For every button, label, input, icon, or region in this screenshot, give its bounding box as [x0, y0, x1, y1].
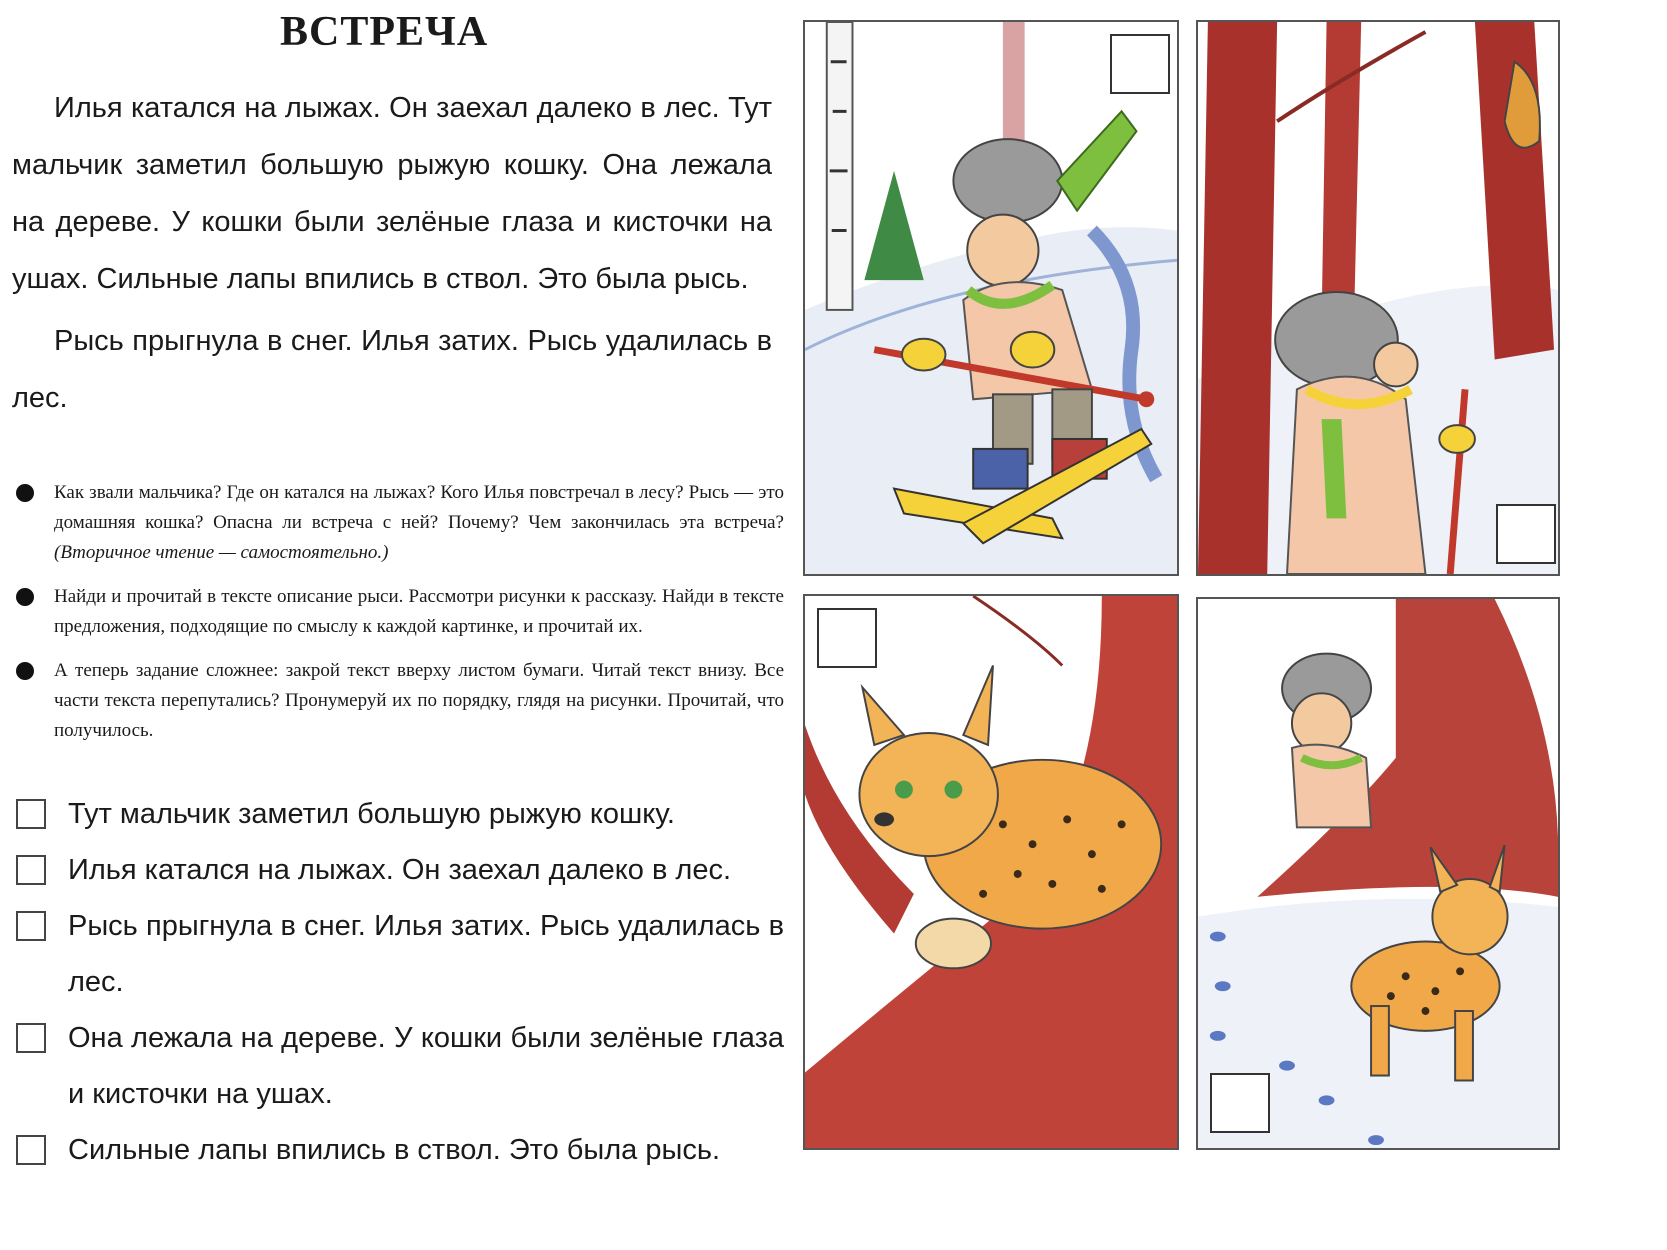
number-checkbox[interactable] — [16, 1023, 46, 1053]
question-item-2 — [14, 582, 784, 642]
question-note: (Вторичное чтение — самостоятельно.) — [54, 542, 389, 563]
boy-skiing-icon — [805, 22, 1177, 574]
task-text: Сильные лапы впились в ствол. Это была рысь. — [68, 1134, 721, 1166]
task-item-3 — [14, 898, 784, 1010]
story-paragraph-2: Рысь прыгнула в снег. Илья затих. Рысь удалилась в лес. — [12, 325, 772, 414]
question-item-3 — [14, 656, 784, 746]
picture-number-box[interactable] — [1210, 1073, 1270, 1133]
task-item-5 — [14, 1122, 784, 1178]
number-checkbox[interactable] — [16, 911, 46, 941]
boy-behind-tree-icon — [1198, 22, 1558, 574]
bullet-icon — [16, 662, 34, 680]
question-text: Как звали мальчика? Где он катался на лыжах? Кого Илья повстречал в лесу? Рысь — это домашняя кошка? Опасна ли встреча с ней? Почему? Чем закончилась эта встреча? — [54, 482, 784, 533]
illustration-boy-behind-tree — [1196, 20, 1560, 576]
ordering-task-list — [14, 786, 784, 1178]
illustration-lynx-on-tree — [803, 594, 1179, 1150]
picture-number-box[interactable] — [817, 608, 877, 668]
task-item-4 — [14, 1010, 784, 1122]
illustration-boy-and-lynx — [1196, 597, 1560, 1150]
task-text: Рысь прыгнула в снег. Илья затих. Рысь удалилась в лес. — [68, 910, 784, 998]
picture-number-box[interactable] — [1496, 504, 1556, 564]
task-item-2 — [14, 842, 784, 898]
illustration-boy-skiing — [803, 20, 1179, 576]
lynx-on-tree-icon — [805, 596, 1177, 1148]
task-text: Илья катался на лыжах. Он заехал далеко в лес. — [68, 854, 732, 886]
number-checkbox[interactable] — [16, 799, 46, 829]
question-text: А теперь задание сложнее: закрой текст вверху листом бумаги. Читай текст внизу. Все части текста перепутались? Пронумеруй их по порядку, глядя на рисунки. Прочитай, что получилось. — [54, 660, 784, 741]
number-checkbox[interactable] — [16, 1135, 46, 1165]
picture-number-box[interactable] — [1110, 34, 1170, 94]
number-checkbox[interactable] — [16, 855, 46, 885]
page-title: ВСТРЕЧА — [280, 9, 489, 55]
boy-and-lynx-icon — [1198, 599, 1558, 1148]
task-text: Она лежала на дереве. У кошки были зелёные глаза и кисточки на ушах. — [68, 1022, 784, 1110]
task-text: Тут мальчик заметил большую рыжую кошку. — [68, 798, 675, 830]
task-item-1 — [14, 786, 784, 842]
question-text: Найди и прочитай в тексте описание рыси. Рассмотри рисунки к рассказу. Найди в тексте предложения, подходящие по смыслу к каждой картинке, и прочитай их. — [54, 586, 784, 637]
bullet-icon — [16, 484, 34, 502]
bullet-icon — [16, 588, 34, 606]
questions-list — [14, 478, 784, 760]
question-item-1 — [14, 478, 784, 568]
story-paragraph-1: Илья катался на лыжах. Он заехал далеко в лес. Тут мальчик заметил большую рыжую кошку. Она лежала на дереве. У кошки были зелёные глаза и кисточки на ушах. Сильные лапы впились в ствол. Это была рысь. — [12, 92, 772, 295]
story-text — [12, 80, 772, 432]
